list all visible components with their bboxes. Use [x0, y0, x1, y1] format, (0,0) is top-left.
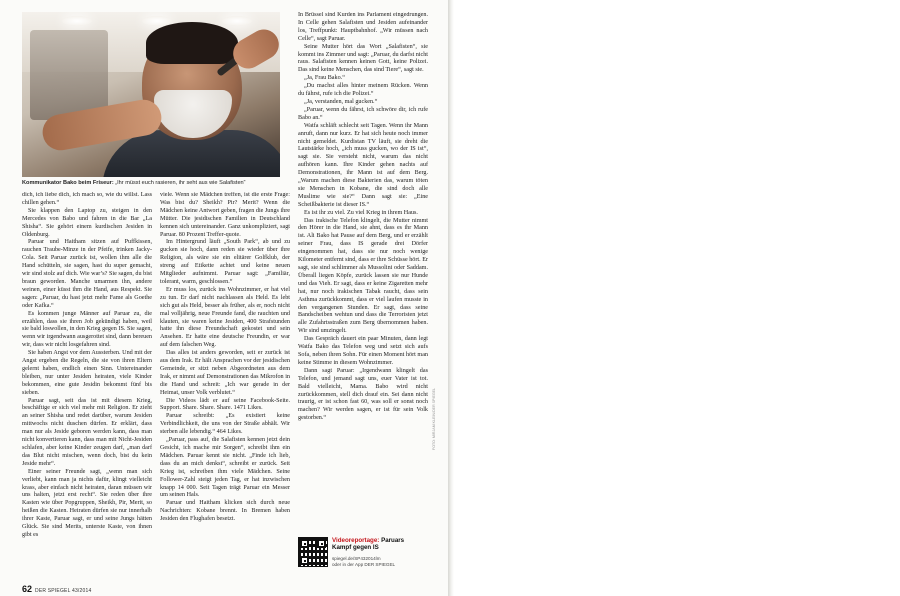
paragraph: Er muss los, zurück ins Wohnzimmer, er hat viel zu tun. Er darf nicht nachlassen als Held. Es lebt sich gut als Held, besser als früher, als er, noch nicht mal volljährig, neue Freunde fand, die rauchten und klauten, sie waren keine Jesiden, 400 Strafstunden hatte ihn diese Freundschaft gekostet und sein Ansehen. Er hatte eine deutsche Freundin, er war auf dem falschen Weg.	[160, 286, 290, 349]
video-title: Kampf gegen IS	[332, 544, 379, 551]
paragraph: „Ja, Frau Bako.“	[304, 75, 345, 82]
paragraph: „Paruar, pass auf, die Salafisten kennen jetzt dein Gesicht, ich mache mir Sorgen“, schreibt ihm ein Mädchen. Paruar kennt sie nicht. „Finde ich lieb, dass du an mich denkst“, schreibt er zurück. Seit Krieg ist, schreiben ihm viele Mädchen. Seine Follower-Zahl steigt jeden Tag, er hat inzwischen knapp 14 000. Seit Tagen trägt Paruar ein Messer um seinen Hals.	[160, 437, 290, 499]
paragraph: dich, ich liebe dich, ich mach so, wie du willst. Lass chillen gehen.“	[22, 192, 152, 206]
video-app-note: oder in der App DER SPIEGEL	[332, 562, 396, 567]
page-number: 62	[22, 584, 33, 594]
paragraph: Das Gespräch dauert ein paar Minuten, dann legt Watfa Bako das Telefon weg und setzt sich aufs Sofa, neben ihren Sohn. Für einen Moment hört man keine Stimme in diesem Wohnzimmer.	[298, 336, 428, 366]
paragraph: Dann sagt Paruar: „Irgendwann klingelt das Telefon, und jemand sagt uns, euer Vater ist tot. Bald vielleicht, Mama. Babo wird nicht zurückkommen, stell dich drauf ein. Sei dann nicht traurig, er ist schon fast 60, was soll er sonst noch machen? Wir werden sagen, er ist für sein Volk gestorben.“	[298, 367, 428, 422]
qr-corner	[300, 556, 309, 565]
article-column-3	[298, 12, 428, 534]
right-page-blank	[450, 0, 900, 596]
page-gutter	[448, 0, 454, 596]
paragraph: Im Hintergrund läuft „South Park“, ab und zu gucken sie hoch, dann reden sie wieder über ihre Religion, als wäre sie ein elitärer Golfklub, der streng auf Etikette achtet und keine neuen Mitglieder aufnimmt. Paruar sagt: „Familiär, tolerant, warm, geschlossen.“	[160, 239, 290, 285]
paragraph: „Du machst alles hinter meinem Rücken. Wenn du fährst, rufe ich die Polizei.“	[298, 83, 428, 98]
paragraph: Paruar und Haitham klicken sich durch neue Nachrichten: Kobane brennt. In Bremen haben Jesiden den Flughafen besetzt.	[160, 500, 290, 523]
video-label-suffix: Paruars	[379, 537, 405, 544]
caption-label: Kommunikator Bako beim Friseur:	[22, 180, 114, 186]
paragraph: „Ja, verstanden, mal gucken.“	[304, 98, 378, 105]
qr-corner	[317, 539, 326, 548]
paragraph: In Brüssel sind Kurden ins Parlament eingedrungen. In Celle gehen Salafisten und Jesiden aufeinander los, Treffpunkt: Hauptbahnhof. „Wir müssen nach Celle“, sagt Paruar.	[298, 12, 428, 42]
article-column-2	[160, 192, 290, 570]
paragraph: viele. Wenn sie Mädchen treffen, ist die erste Frage: Was bist du? Sheikh? Pir? Merit? Wenn die Mädchen keine Antwort geben, fragen die Jungs ihre Mütter. Die jesidischen Familien in Deutschland kennen sich untereinander. Ganz unkompliziert, sagt Paruar. 80 Prozent Treffer-quote.	[160, 192, 290, 238]
article-column-1	[22, 192, 152, 570]
paragraph: Seine Mutter hört das Wort „Salafisten“, sie kommt ins Zimmer und sagt: „Paruar, du darfst nicht raus. Salafisten kennen keinen Gott, keine Polizei. Das sind keine Menschen, das sind Tiere“, sagt sie.	[298, 43, 428, 74]
paragraph: Watfa schläft schlecht seit Tagen. Wenn ihr Mann anruft, dann nur kurz. Er hat sich heute noch immer nicht gemeldet. Kurdistan TV läuft, sie dreht die Lautstärke hoch, „ich muss gucken, wo der IS ist“, sagt sie. Sie versteht nicht, warum das nicht aufhören kann. Ihre Kinder gehen nachts auf Demonstrationen, ihr Mann ist auf dem Berg. „Warum machen diese Bakterien das, warum töten sie Menschen in Kobane, die sind doch alle Muslime wie sie?“ Dann sagt sie: „Eine Scheißbakterie ist dieser IS.“	[298, 122, 428, 208]
photo-lamp	[62, 16, 92, 26]
photo-credit: FOTO: MIRJAM KLEIN/DER SPIEGEL	[432, 387, 436, 450]
page-footer	[22, 579, 91, 596]
paragraph: Sie klappen den Laptop zu, steigen in den Mercedes von Babo und fahren in die Bar „La Shisha“. Sie gehört einem kurdischen Jesiden in Oldenburg.	[22, 207, 152, 238]
paragraph: Paruar und Haitham sitzen auf Puffkissen, rauchen Traube-Minze in der Pfeife, trinken Jacky-Cola. Seit Paruar zurück ist, wollen ihm alle die Hand schütteln, sie sagen, hast du super gemacht, wir sind stolz auf dich. Wie war’s? Sie sagen, du bist braun geworden. Manche umarmen ihn, andere weinen, einer küsst ihm die Hand, aus Respekt. Sie sagen: „Paruar, du hast jetzt mehr Fame als Goethe oder Kafka.“	[22, 239, 152, 309]
paragraph: Die Videos lädt er auf seine Facebook-Seite. Support. Share. Share. Share. 1471 Likes.	[160, 397, 290, 412]
paragraph: „Paruar, wenn du fährst, ich schwöre dir, ich rufe Babo an.“	[298, 106, 428, 121]
paragraph: Einer seiner Freunde sagt, „wenn man sich verliebt, kann man ja nichts dafür, klingt vielleicht krass, aber einfach nicht heiraten, daran müssen wir uns halten, jetzt erst recht“. Sie reden über ihre Kasten wie über Popgruppen, Sheikh, Pir, Merit, so heißen die Kasten. Heiraten dürfen sie nur innerhalb ihrer Kaste, Paruar sagt, er und seine Jungs hätten Glück. Sie sind Merits, unterste Kaste, von ihnen gibt es	[22, 468, 152, 538]
paragraph: Paruar sagt, seit das ist mit diesem Krieg, beschäftige er sich viel mehr mit Religion. Er zieht an seiner Shisha und redet darüber, warum Jesiden mittwochs nicht duschen dürfen. Er erklärt, dass man nur als Jeside geboren werden kann, dass man nicht konvertieren kann, dass man mit Nicht-Jesiden schlafen, aber keine Kinder zeugen darf, „man darf das Blut nicht mischen, wenn doch, bist du kein Jeside mehr“.	[22, 397, 152, 467]
video-label	[332, 537, 404, 544]
barber-photo	[22, 12, 280, 177]
issue-label: DER SPIEGEL 43/2014	[35, 588, 92, 594]
photo-lamp	[222, 16, 252, 26]
paragraph: Es ist ihr zu viel. Zu viel Krieg in ihrem Haus.	[304, 209, 418, 216]
photo-caption	[22, 180, 280, 187]
video-promo-box[interactable]	[298, 537, 428, 570]
photo-mirror	[30, 30, 108, 120]
paragraph: Es kommen junge Männer auf Paruar zu, die erzählen, dass sie ihren Job gekündigt haben, weil sie bald loswollen, in den Krieg gegen IS. Sie sagen, wenn wir irgendwann ausgerottet sind, dann bereuen wir, dass wir nicht losgefahren sind.	[22, 310, 152, 349]
paragraph: Das irakische Telefon klingelt, die Mutter nimmt den Hörer in die Hand, sie ahnt, dass es ihr Mann ist. Ali Bako hat Pause auf dem Berg, und er erzählt seiner Frau, dass IS gerade drei Dörfer eingenommen hat, dass sie nur noch wenige Kilometer entfernt sind, dass er ihre Schüsse hört. Er sagt, sie sind schlimmer als Mussolini oder Saddam. Überall liegen Köpfe, zurück lassen sie nur Hunde und das Vieh. Er sagt, dass er keine Zigaretten mehr hat, nur noch irakischen Tabak raucht, dass sein Asthma zurückkommt, dass er viel laufen musste in den vergangenen Stunden. Er sagt, dass seine Bandscheiben wehtun und dass die Terroristen jetzt alle Zufahrtsstraßen zum Berg übernommen haben. Wir sind umzingelt.	[298, 217, 428, 335]
paragraph: Paruar schreibt: „Es existiert keine Verbindlichkeit, die uns von der Straße abhält. Wir sterben alle lebendig.“ 464 Likes.	[160, 413, 290, 436]
video-label-text: Videoreportage:	[332, 537, 380, 544]
paragraph: Das alles ist anders geworden, seit er zurück ist aus dem Irak. Er hält Ansprachen vor der jesidischen Gemeinde, er sitzt neben Abgeordneten aus dem Irak, er nimmt auf Demonstrationen das Mikrofon in die Hand und schreit: „Ich war gerade in der Heimat, unser Volk verblutet.“	[160, 350, 290, 396]
paragraph: Sie haben Angst vor dem Aussterben. Und mit der Angst ergeben die Regeln, die sie von ihren Eltern gelernt haben, endlich einen Sinn. Untereinander bleiben, nur unter Jesiden heiraten, viele Kinder bekommen, eine gute Jesidin bekommt fünf bis sieben.	[22, 350, 152, 396]
qr-code-icon[interactable]	[298, 537, 328, 567]
qr-corner	[300, 539, 309, 548]
caption-quote: „Ihr müsst euch rasieren, ihr seht aus wie Salafisten“	[113, 180, 246, 186]
video-url-link[interactable]: spiegel.de/SP432014lm	[332, 556, 381, 561]
photo-hair	[146, 22, 238, 64]
